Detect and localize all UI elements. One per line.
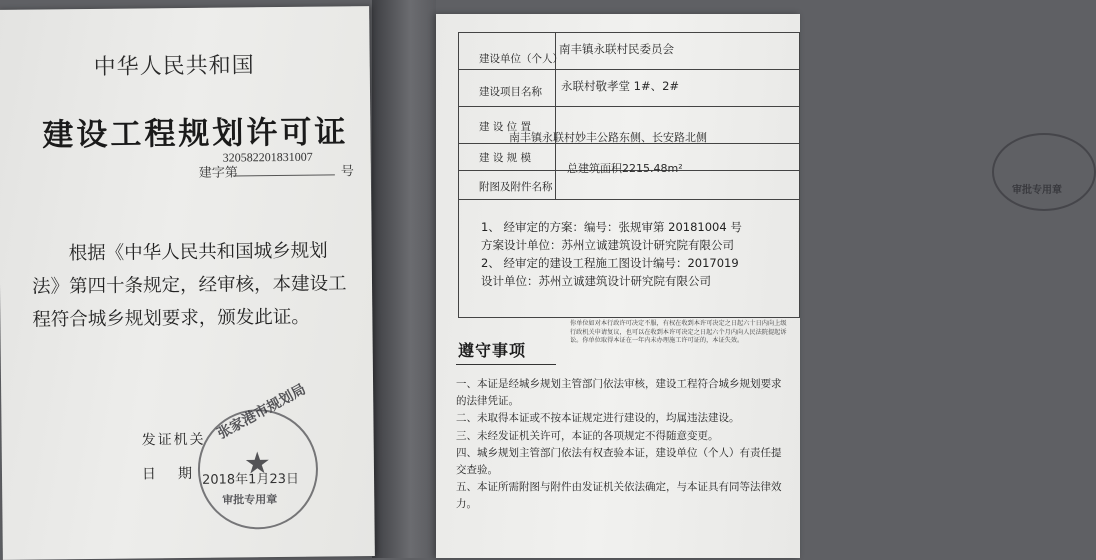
table-row	[459, 171, 799, 200]
list-item: 五、本证所需附图与附件由发证机关依法确定，与本证具有同等法律效力。	[456, 481, 782, 511]
drawing-designer: 设计单位：苏州立诚建筑设计研究院有限公司	[481, 274, 711, 288]
row-label: 建设单位（个人）	[479, 53, 563, 65]
row-label: 附图及附件名称	[479, 181, 553, 193]
serial-suffix: 号	[340, 164, 354, 180]
table-row	[459, 107, 799, 144]
row-label: 建设项目名称	[479, 86, 542, 98]
row-value: 总建筑面积2215.48m²	[567, 162, 683, 175]
row-value: 南丰镇永联村民委员会	[559, 42, 674, 56]
rules-heading: 遵守事项	[458, 341, 527, 360]
background-shadow	[372, 0, 436, 558]
seal-top-text: 张家港市规划局	[214, 381, 309, 443]
seal-star-icon: ★	[243, 446, 271, 482]
table-row	[459, 70, 799, 107]
row-label: 建 设 位 置	[479, 121, 532, 133]
permit-title: 建设工程规划许可证	[42, 114, 349, 154]
table-row	[459, 33, 799, 70]
approved-scheme: 1、 经审定的方案：编号：张规审第 20181004 号	[481, 220, 742, 234]
date-value: 2018年1月23日	[201, 471, 300, 488]
scheme-designer: 方案设计单位：苏州立诚建筑设计研究院有限公司	[481, 238, 734, 252]
country-name: 中华人民共和国	[93, 53, 255, 80]
official-seal	[197, 381, 318, 530]
construction-drawing: 2、 经审定的建设工程施工图设计编号：2017019	[481, 256, 739, 270]
rules-list	[456, 376, 791, 514]
permit-cover-page	[0, 6, 375, 560]
seal-text: 审批专用章	[1012, 185, 1062, 196]
list-item: 二、未取得本证或不按本证规定进行建设的，均属违法建设。	[456, 412, 740, 425]
date-label: 日期	[141, 465, 215, 483]
heading-underline	[456, 364, 556, 365]
serial-prefix: 建字第	[198, 165, 238, 181]
row-value: 南丰镇永联村妙丰公路东侧、长安路北侧	[509, 131, 707, 144]
list-item: 四、城乡规划主管部门依法有权查验本证，建设单位（个人）有责任提交查验。	[456, 446, 782, 477]
appeal-notice: 你单位如对本行政许可决定不服，有权在收到本许可决定之日起六十日内向上级行政机关申请复议，也可以在收到本许可决定之日起六个月内向人民法院提起诉讼。你单位取得本证在一年内未办理施工许可证的，本证失效。	[570, 320, 787, 344]
row-label: 建 设 规 模	[479, 152, 532, 164]
issuer-label: 发证机关	[141, 431, 206, 449]
permit-details-page	[436, 14, 1062, 558]
serial-underline	[233, 174, 335, 176]
row-value: 永联村敬孝堂 1#、2#	[561, 79, 680, 93]
list-item: 三、未经发证机关许可，本证的各项规定不得随意变更。	[456, 429, 719, 442]
project-info-table	[458, 32, 800, 318]
approval-seal	[992, 133, 1096, 211]
table-row	[459, 144, 799, 175]
seal-bottom-text: 审批专用章	[222, 493, 278, 507]
permit-body-text: 根据《中华人民共和国城乡规划法》第四十条规定，经审核，本建设工程符合城乡规划要求，颁发此证。	[31, 240, 347, 331]
serial-number: 320582201831007	[222, 149, 313, 165]
list-item: 一、本证是经城乡规划主管部门依法审核，建设工程符合城乡规划要求的法律凭证。	[456, 378, 782, 408]
